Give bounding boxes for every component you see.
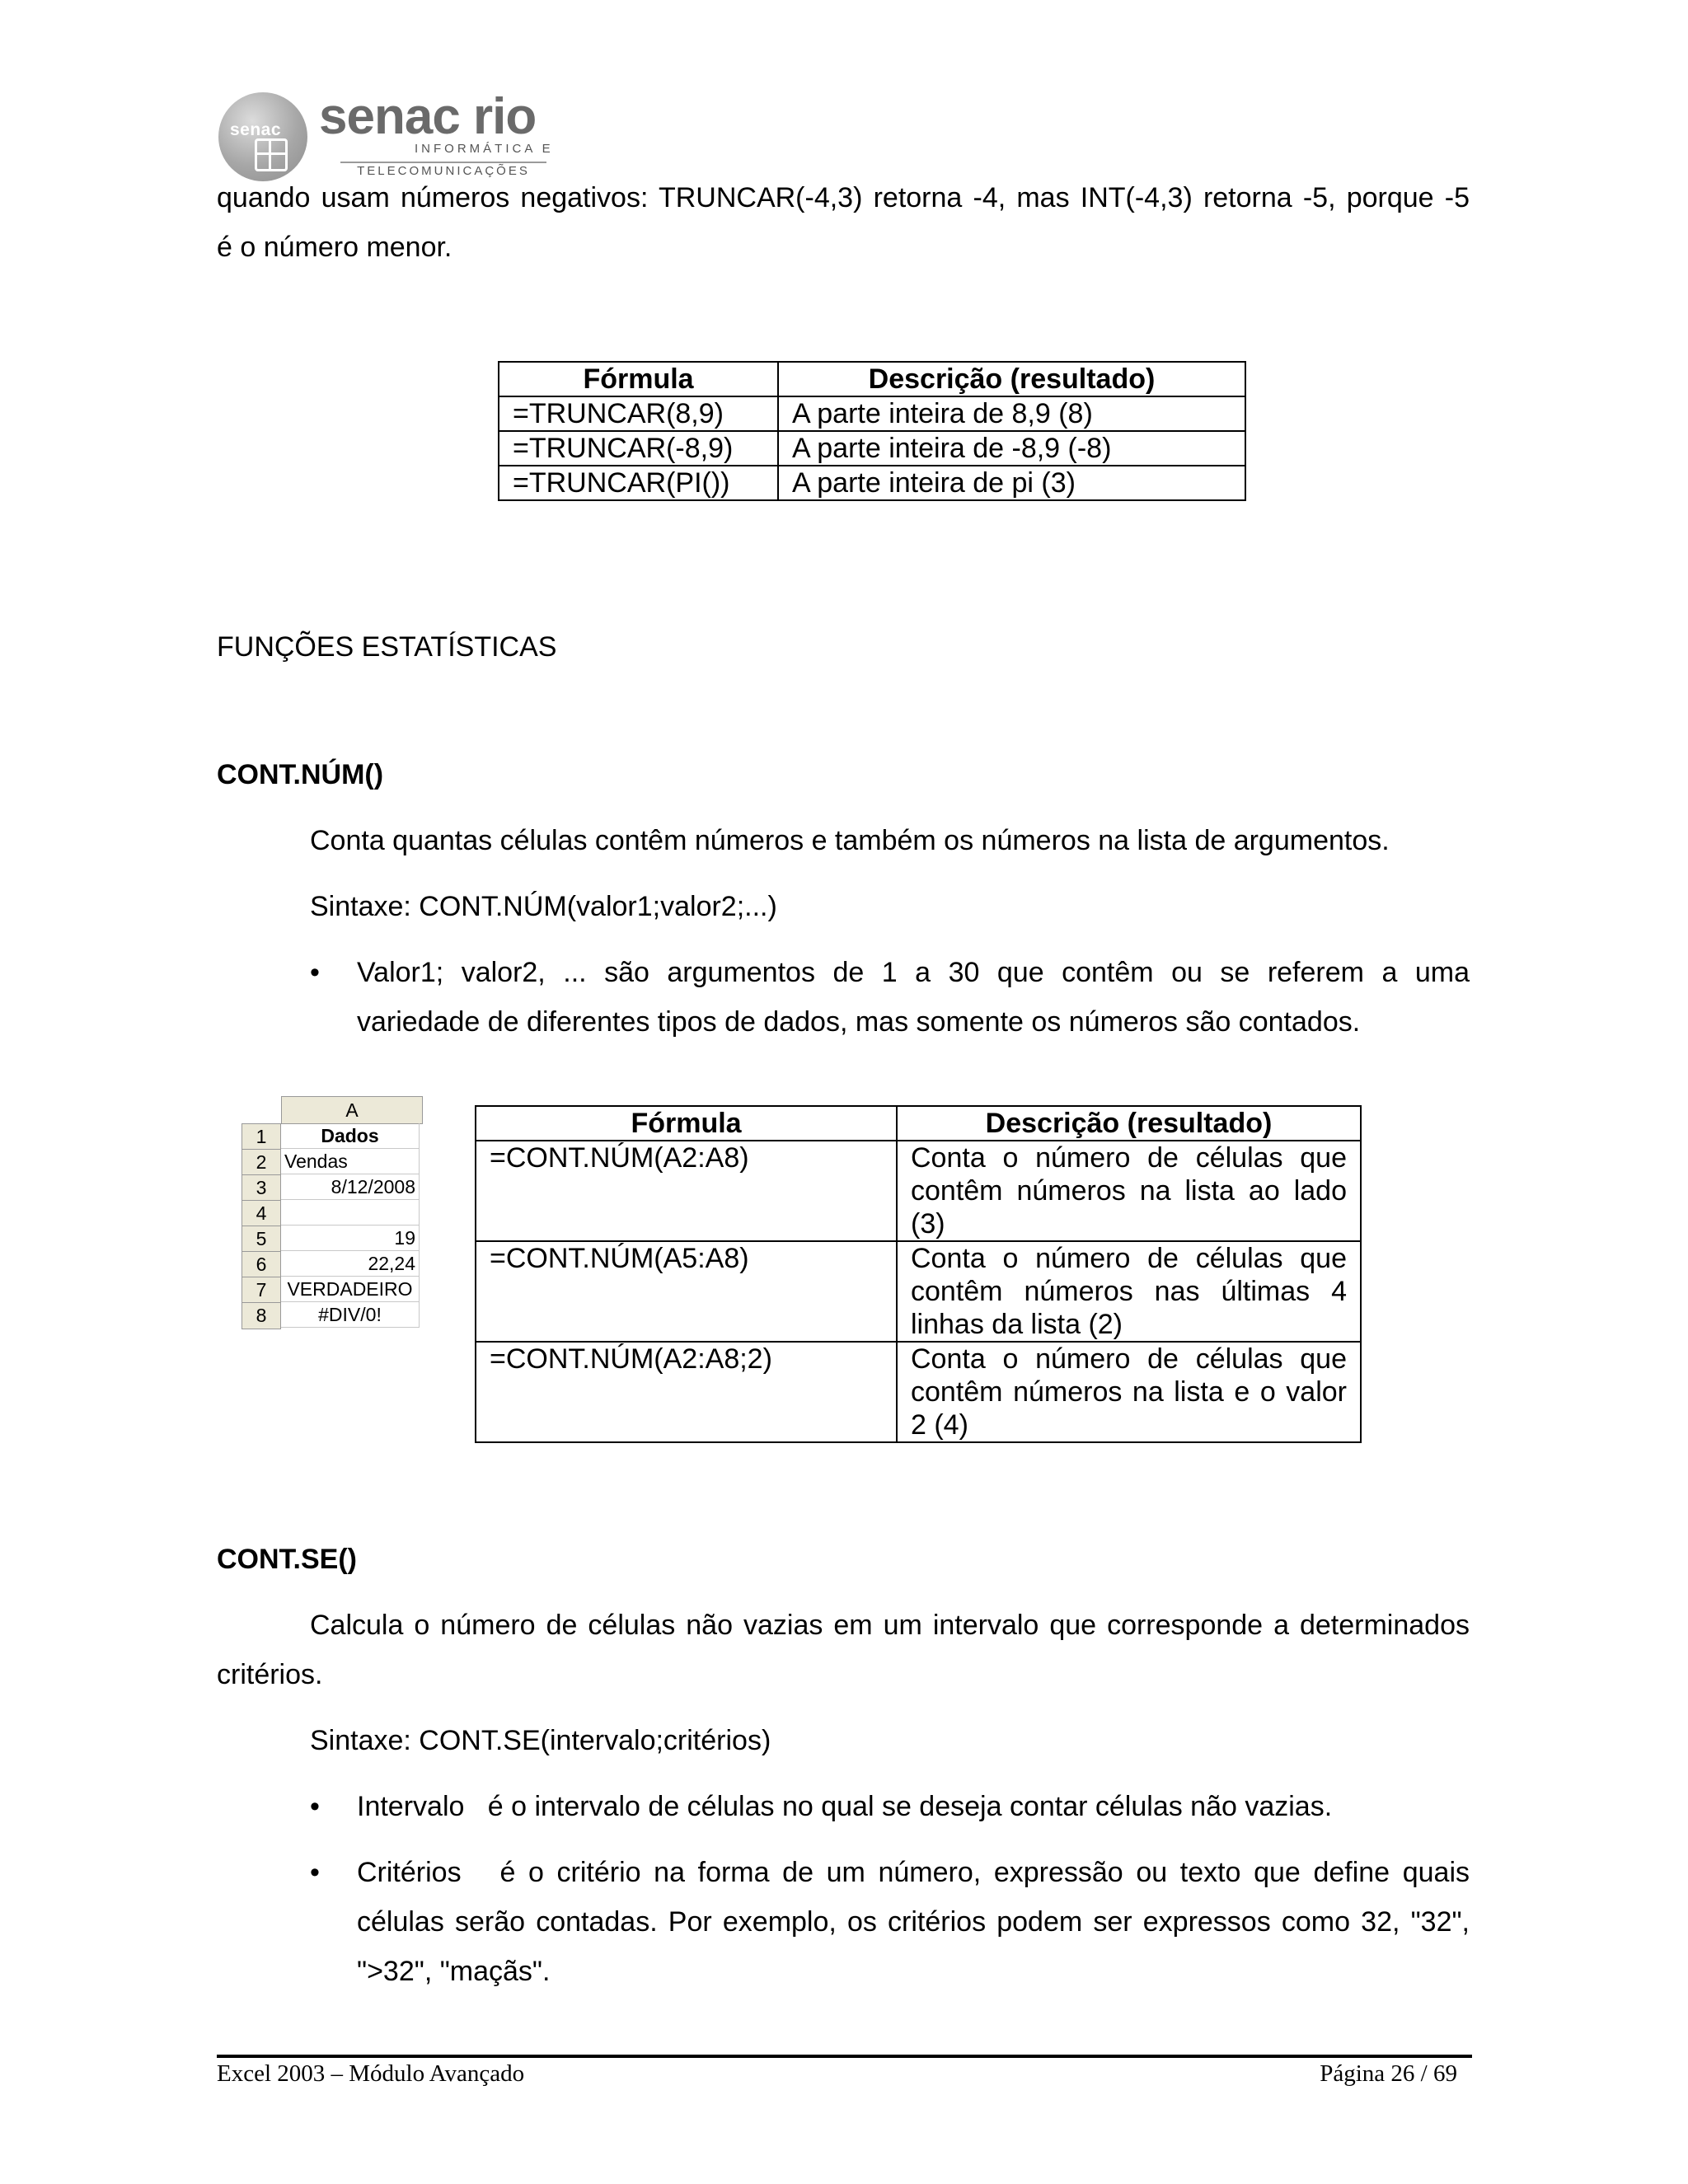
table-row bbox=[476, 1342, 1361, 1442]
cont-num-heading: CONT.NÚM() bbox=[217, 759, 384, 790]
footer-divider bbox=[217, 2055, 1472, 2058]
row-number: 1 bbox=[241, 1123, 281, 1151]
description-cell: A parte inteira de pi (3) bbox=[778, 466, 1245, 500]
cont-se-syntax: Sintaxe: CONT.SE(intervalo;critérios) bbox=[310, 1725, 771, 1756]
row-number: 8 bbox=[241, 1302, 281, 1329]
cont-se-bullet-criterios-line-1: Critérios é o critério na forma de um número, expressão ou texto que define quais bbox=[357, 1857, 1470, 1888]
cont-num-description: Conta quantas células contêm números e também os números na lista de argumentos. bbox=[310, 825, 1390, 856]
formula-cell: =CONT.NÚM(A5:A8) bbox=[476, 1241, 897, 1342]
logo-subtitle-1: INFORMÁTICA E bbox=[415, 142, 554, 156]
sheet-row bbox=[241, 1200, 423, 1226]
logo-small-text: senac bbox=[230, 120, 282, 139]
description-cell: A parte inteira de 8,9 (8) bbox=[778, 396, 1245, 431]
footer-title: Excel 2003 – Módulo Avançado bbox=[217, 2060, 525, 2087]
sheet-cell: #DIV/0! bbox=[281, 1302, 420, 1328]
formula-cell: =CONT.NÚM(A2:A8;2) bbox=[476, 1342, 897, 1442]
table-header-description: Descrição (resultado) bbox=[778, 362, 1245, 396]
logo-brand-text: senac rio bbox=[319, 88, 537, 145]
senac-rio-logo bbox=[217, 88, 563, 181]
formula-cell: =TRUNCAR(-8,9) bbox=[499, 431, 778, 466]
table-header-formula: Fórmula bbox=[476, 1106, 897, 1141]
sheet-cell: 8/12/2008 bbox=[281, 1174, 420, 1200]
sheet-cell: 22,24 bbox=[281, 1251, 420, 1277]
sheet-cell: Vendas bbox=[281, 1149, 420, 1174]
table-header-formula: Fórmula bbox=[499, 362, 778, 396]
row-number: 4 bbox=[241, 1200, 281, 1227]
cont-se-bullet-criterios-line-2: células serão contadas. Por exemplo, os critérios podem ser expressos como 32, "32", bbox=[357, 1906, 1470, 1938]
row-number: 2 bbox=[241, 1149, 281, 1176]
description-cell: A parte inteira de -8,9 (-8) bbox=[778, 431, 1245, 466]
logo-subtitle-2: TELECOMUNICAÇÕES bbox=[340, 162, 546, 178]
sheet-row bbox=[241, 1149, 423, 1174]
sheet-row bbox=[241, 1123, 423, 1149]
senac-emblem-icon bbox=[218, 92, 307, 181]
column-header: A bbox=[281, 1096, 423, 1124]
cont-num-table bbox=[475, 1105, 1362, 1443]
cont-num-bullet-line-2: variedade de diferentes tipos de dados, mas somente os números são contados. bbox=[357, 1006, 1361, 1038]
description-cell: Conta o número de células que contêm números na lista ao lado (3) bbox=[897, 1141, 1361, 1241]
section-title: FUNÇÕES ESTATÍSTICAS bbox=[217, 631, 557, 663]
table-row bbox=[499, 396, 1245, 431]
formula-cell: =CONT.NÚM(A2:A8) bbox=[476, 1141, 897, 1241]
sheet-row bbox=[241, 1277, 423, 1302]
row-number: 7 bbox=[241, 1277, 281, 1304]
footer-page-number: Página 26 / 69 bbox=[1320, 2060, 1457, 2087]
bullet-icon: • bbox=[310, 957, 320, 988]
sheet-cell: Dados bbox=[281, 1123, 420, 1149]
intro-line-2: é o número menor. bbox=[217, 232, 452, 263]
cont-se-bullet-criterios-line-3: ">32", "maçãs". bbox=[357, 1956, 551, 1987]
cont-se-heading: CONT.SE() bbox=[217, 1544, 357, 1575]
row-number: 6 bbox=[241, 1251, 281, 1278]
sheet-row bbox=[241, 1251, 423, 1277]
cont-se-description-line-1: Calcula o número de células não vazias em um intervalo que corresponde a determinados bbox=[310, 1610, 1470, 1641]
cont-num-bullet-line-1: Valor1; valor2, ... são argumentos de 1 a 30 que contêm ou se referem a uma bbox=[357, 957, 1470, 988]
table-row bbox=[476, 1241, 1361, 1342]
description-cell: Conta o número de células que contêm números na lista e o valor 2 (4) bbox=[897, 1342, 1361, 1442]
sheet-row bbox=[241, 1226, 423, 1251]
table-row bbox=[499, 466, 1245, 500]
excel-sheet-image bbox=[241, 1096, 431, 1335]
bullet-icon: • bbox=[310, 1791, 320, 1822]
formula-cell: =TRUNCAR(PI()) bbox=[499, 466, 778, 500]
cont-num-syntax: Sintaxe: CONT.NÚM(valor1;valor2;...) bbox=[310, 891, 777, 922]
sheet-row bbox=[241, 1302, 423, 1328]
table-row bbox=[476, 1141, 1361, 1241]
description-cell: Conta o número de células que contêm números nas últimas 4 linhas da lista (2) bbox=[897, 1241, 1361, 1342]
row-number: 3 bbox=[241, 1174, 281, 1202]
table-header-description: Descrição (resultado) bbox=[897, 1106, 1361, 1141]
formula-cell: =TRUNCAR(8,9) bbox=[499, 396, 778, 431]
sheet-row bbox=[241, 1174, 423, 1200]
sheet-cell: 19 bbox=[281, 1226, 420, 1251]
cont-se-description-line-2: critérios. bbox=[217, 1659, 323, 1690]
sheet-cell: VERDADEIRO bbox=[281, 1277, 420, 1302]
truncar-table bbox=[498, 361, 1246, 501]
table-row bbox=[499, 431, 1245, 466]
row-number: 5 bbox=[241, 1226, 281, 1253]
cont-se-bullet-intervalo: Intervalo é o intervalo de células no qual se deseja contar células não vazias. bbox=[357, 1791, 1333, 1822]
intro-line-1: quando usam números negativos: TRUNCAR(-4,3) retorna -4, mas INT(-4,3) retorna -5, porque -5 bbox=[217, 182, 1470, 213]
sheet-cell bbox=[281, 1200, 420, 1226]
bullet-icon: • bbox=[310, 1857, 320, 1888]
